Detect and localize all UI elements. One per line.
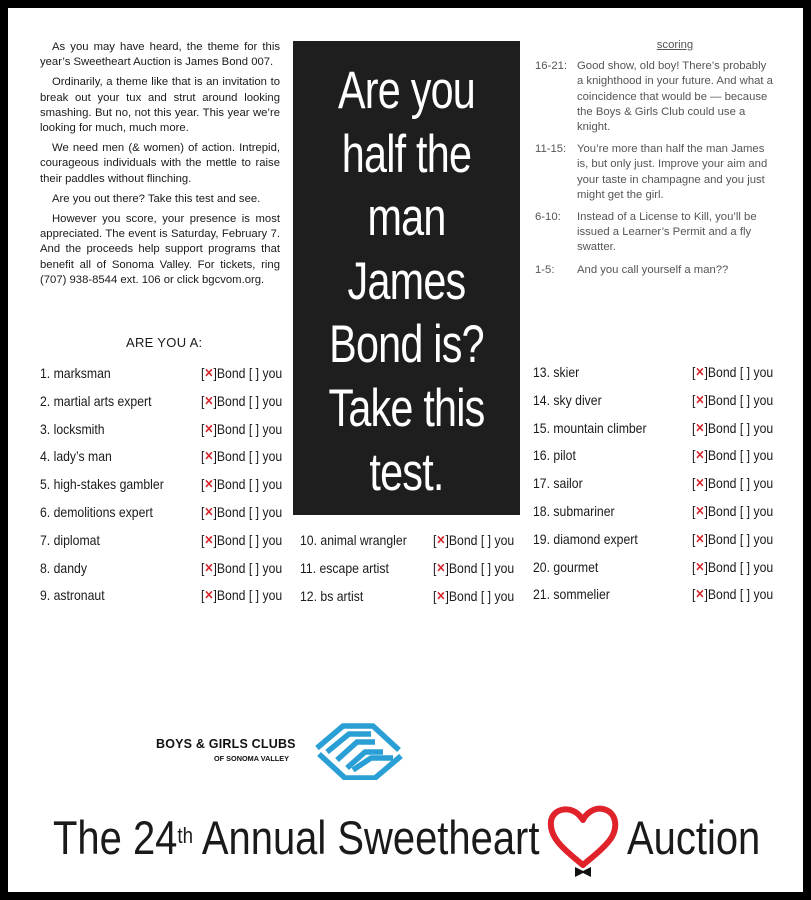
bond-option-label: Bond — [707, 420, 737, 436]
bracket-close: ] — [213, 366, 217, 381]
headline-line: James — [347, 251, 466, 311]
bond-option-label: Bond — [707, 531, 737, 547]
bond-option-label: Bond — [707, 365, 737, 380]
bond-checked-icon[interactable]: ✕ — [204, 588, 214, 603]
score-text: Good show, old boy! There’s probably a knighthood in your future. And what a coincidence that would be — because the Boys & Girls Club could use a knight. — [577, 60, 773, 134]
score-range: 6-10: — [535, 211, 561, 224]
score-text: And you call yourself a man?? — [577, 263, 729, 276]
bond-option-label: Bond — [707, 392, 737, 408]
quiz-item-label: 7. diplomat — [40, 532, 100, 548]
quiz-item — [40, 586, 282, 614]
quiz-answer — [692, 391, 773, 411]
bracket-open: [ — [691, 392, 696, 408]
quiz-item — [533, 585, 773, 613]
bond-option-label: Bond — [216, 393, 246, 409]
hands-logo-icon — [313, 720, 405, 780]
bracket-open: [ — [691, 420, 696, 436]
you-checkbox[interactable]: [ ] — [248, 366, 259, 381]
bond-checked-icon[interactable]: ✕ — [204, 504, 214, 519]
you-checkbox[interactable]: [ ] — [739, 420, 750, 436]
you-option-label: you — [494, 588, 514, 604]
you-checkbox[interactable]: [ ] — [248, 477, 259, 493]
footer-title — [53, 808, 793, 878]
quiz-item — [300, 587, 514, 615]
intro-text — [40, 40, 280, 293]
bond-option-label: Bond — [216, 449, 246, 465]
quiz-answer — [692, 585, 773, 605]
you-option-label: you — [262, 393, 282, 409]
bracket-close: ] — [213, 421, 217, 437]
quiz-item-label: 18. submariner — [533, 503, 615, 519]
headline-block — [293, 41, 520, 515]
you-option-label: you — [262, 449, 282, 465]
bracket-close: ] — [704, 587, 708, 603]
bond-checked-icon[interactable]: ✕ — [436, 588, 446, 603]
you-checkbox[interactable]: [ ] — [739, 559, 750, 575]
intro-paragraph: Are you out there? Take this test and see. — [52, 192, 261, 205]
bracket-close: ] — [213, 449, 217, 465]
quiz-item-label: 12. bs artist — [300, 588, 364, 604]
you-option-label: you — [494, 560, 514, 576]
bracket-close: ] — [704, 420, 708, 436]
you-checkbox[interactable]: [ ] — [248, 393, 259, 409]
bracket-open: [ — [691, 559, 696, 575]
quiz-answer — [433, 531, 514, 551]
bracket-close: ] — [213, 477, 217, 493]
bond-checked-icon[interactable]: ✕ — [695, 448, 705, 463]
you-option-label: you — [262, 560, 282, 576]
headline-line: man — [367, 188, 446, 248]
bracket-open: [ — [200, 532, 205, 548]
you-option-label: you — [753, 448, 773, 464]
bond-option-label: Bond — [707, 476, 737, 492]
quiz-answer — [201, 503, 282, 523]
quiz-item-label: 5. high-stakes gambler — [40, 477, 164, 493]
you-option-label: you — [753, 531, 773, 547]
intro-paragraph: Ordinarily, a theme like that is an invitation to break out your tux and strut around looking smashing. But no, not this year. This year we’re looking for much, much more. — [40, 76, 280, 135]
quiz-column-3 — [533, 363, 773, 613]
bond-option-label: Bond — [216, 421, 246, 437]
bracket-open: [ — [432, 588, 437, 604]
bracket-open: [ — [691, 476, 696, 492]
quiz-item — [533, 446, 773, 474]
you-checkbox[interactable]: [ ] — [248, 504, 259, 520]
bond-option-label: Bond — [448, 533, 478, 548]
quiz-item — [533, 391, 773, 419]
score-range: 16-21: — [535, 60, 568, 73]
quiz-answer — [433, 587, 514, 607]
bracket-open: [ — [200, 366, 205, 381]
you-option-label: you — [262, 504, 282, 520]
quiz-item — [300, 559, 514, 587]
footer-middle: Annual Sweetheart — [192, 811, 540, 864]
quiz-item-label: 3. locksmith — [40, 421, 105, 437]
intro-paragraph: We need men (& women) of action. Intrepid, courageous individuals with the mettle to raise their paddles without flinching. — [40, 142, 280, 185]
score-text: You’re more than half the man James is, but only just. Improve your aim and your taste in champagne and you just might get the girl. — [577, 143, 768, 201]
score-text: Instead of a License to Kill, you’ll be issued a Learner’s Permit and a fly swatter. — [577, 211, 757, 254]
you-checkbox[interactable]: [ ] — [248, 421, 259, 437]
intro-paragraph: However you score, your presence is most appreciated. The event is Saturday, February 7. And the proceeds help support programs that benefit all of Sonoma Valley. For tickets, ring (707) 938-8544 ext. 106 or click bgcvom.org. — [40, 213, 280, 286]
you-option-label: you — [753, 420, 773, 436]
score-row — [535, 142, 775, 203]
quiz-column-1 — [40, 364, 282, 614]
headline-line: Are you — [337, 61, 476, 120]
quiz-item-label: 19. diamond expert — [533, 531, 638, 547]
bond-checked-icon[interactable]: ✕ — [695, 365, 705, 379]
quiz-item — [533, 502, 773, 530]
bond-checked-icon[interactable]: ✕ — [204, 421, 214, 436]
you-checkbox[interactable]: [ ] — [480, 560, 491, 576]
bracket-close: ] — [704, 365, 708, 380]
quiz-item-label: 21. sommelier — [533, 587, 610, 603]
you-option-label: you — [753, 392, 773, 408]
page — [8, 8, 803, 892]
bracket-open: [ — [691, 448, 696, 464]
footer-suffix: Auction — [627, 811, 761, 864]
bond-option-label: Bond — [707, 503, 737, 519]
quiz-answer — [201, 447, 282, 467]
you-checkbox[interactable]: [ ] — [248, 449, 259, 465]
quiz-item-label: 17. sailor — [533, 476, 583, 492]
score-range: 1-5: — [535, 263, 555, 276]
bond-option-label: Bond — [707, 587, 737, 603]
quiz-answer — [692, 530, 773, 550]
score-range: 11-15: — [535, 143, 567, 156]
quiz-answer — [692, 419, 773, 439]
quiz-item-label: 11. escape artist — [300, 560, 389, 576]
bracket-close: ] — [213, 393, 217, 409]
bond-option-label: Bond — [448, 560, 478, 576]
bracket-close: ] — [445, 560, 449, 576]
you-checkbox[interactable]: [ ] — [480, 533, 491, 548]
footer-title-text — [53, 808, 539, 868]
bond-checked-icon[interactable]: ✕ — [695, 587, 705, 602]
bracket-open: [ — [691, 531, 696, 547]
bracket-open: [ — [200, 477, 205, 493]
bracket-close: ] — [704, 559, 708, 575]
bond-checked-icon[interactable]: ✕ — [436, 533, 446, 547]
bracket-open: [ — [200, 588, 205, 604]
you-option-label: you — [753, 559, 773, 575]
quiz-answer — [692, 474, 773, 494]
heart-bowtie-icon — [543, 803, 623, 878]
you-checkbox[interactable]: [ ] — [480, 588, 491, 604]
bond-option-label: Bond — [216, 532, 246, 548]
quiz-item — [40, 559, 282, 587]
score-row — [535, 59, 775, 135]
bond-checked-icon[interactable]: ✕ — [204, 449, 214, 464]
quiz-column-2 — [300, 531, 514, 614]
bracket-close: ] — [213, 560, 217, 576]
bond-checked-icon[interactable]: ✕ — [695, 392, 705, 407]
bracket-close: ] — [445, 533, 449, 548]
bracket-open: [ — [432, 533, 437, 548]
you-option-label: you — [262, 366, 282, 381]
bond-checked-icon[interactable]: ✕ — [695, 531, 705, 546]
quiz-item-label: 10. animal wrangler — [300, 533, 407, 548]
bracket-open: [ — [691, 587, 696, 603]
quiz-item-label: 4. lady’s man — [40, 449, 112, 465]
quiz-answer — [201, 364, 282, 384]
quiz-answer — [201, 392, 282, 412]
quiz-item-label: 2. martial arts expert — [40, 393, 152, 409]
score-row — [535, 263, 775, 278]
you-option-label: you — [753, 503, 773, 519]
bracket-close: ] — [704, 392, 708, 408]
boys-girls-clubs-logo — [156, 722, 406, 782]
headline-line: half the — [341, 124, 472, 184]
bracket-close: ] — [704, 531, 708, 547]
quiz-answer — [201, 586, 282, 606]
you-checkbox[interactable]: [ ] — [248, 532, 259, 548]
headline-line: Take this — [328, 378, 485, 438]
bond-option-label: Bond — [216, 504, 246, 520]
bracket-open: [ — [200, 421, 205, 437]
you-option-label: you — [262, 588, 282, 604]
scoring-title: scoring — [656, 39, 694, 51]
bond-option-label: Bond — [707, 559, 737, 575]
bond-checked-icon[interactable]: ✕ — [204, 560, 214, 575]
bracket-close: ] — [213, 588, 217, 604]
quiz-item-label: 16. pilot — [533, 448, 576, 464]
quiz-item — [40, 392, 282, 420]
logo-subtitle: OF SONOMA VALLEY — [214, 754, 289, 763]
bond-checked-icon[interactable]: ✕ — [204, 532, 214, 547]
quiz-item-label: 20. gourmet — [533, 559, 599, 575]
footer-superscript: th — [177, 823, 193, 848]
bracket-close: ] — [704, 503, 708, 519]
you-checkbox[interactable]: [ ] — [739, 531, 750, 547]
quiz-item — [40, 531, 282, 559]
quiz-answer — [201, 475, 282, 495]
bracket-open: [ — [691, 503, 696, 519]
quiz-item — [533, 530, 773, 558]
quiz-answer — [692, 363, 773, 383]
bracket-open: [ — [200, 504, 205, 520]
you-option-label: you — [753, 476, 773, 492]
bond-option-label: Bond — [216, 477, 246, 493]
you-checkbox[interactable]: [ ] — [739, 448, 750, 464]
bracket-open: [ — [200, 449, 205, 465]
quiz-item-label: 14. sky diver — [533, 392, 602, 408]
footer-prefix: The 24 — [53, 811, 178, 864]
you-option-label: you — [262, 477, 282, 493]
scoring-section — [535, 38, 775, 285]
bond-checked-icon[interactable]: ✕ — [204, 366, 214, 380]
quiz-item — [533, 558, 773, 586]
bond-checked-icon[interactable]: ✕ — [204, 477, 214, 492]
quiz-item — [40, 447, 282, 475]
quiz-item — [40, 475, 282, 503]
quiz-answer — [692, 502, 773, 522]
headline-line: test. — [369, 442, 444, 502]
quiz-item — [533, 474, 773, 502]
you-checkbox[interactable]: [ ] — [739, 365, 750, 380]
logo-name: BOYS & GIRLS CLUBS — [156, 737, 296, 751]
score-row — [535, 210, 775, 256]
you-checkbox[interactable]: [ ] — [739, 392, 750, 408]
quiz-item-label: 15. mountain climber — [533, 420, 647, 436]
you-checkbox[interactable]: [ ] — [739, 476, 750, 492]
quiz-answer — [201, 420, 282, 440]
bond-option-label: Bond — [707, 448, 737, 464]
quiz-answer — [433, 559, 514, 579]
you-option-label: you — [753, 587, 773, 603]
quiz-item-label: 6. demolitions expert — [40, 504, 153, 520]
quiz-item — [300, 531, 514, 559]
you-option-label: you — [494, 533, 514, 548]
bond-option-label: Bond — [216, 588, 246, 604]
headline-text — [318, 59, 495, 504]
quiz-heading: ARE YOU A: — [126, 335, 203, 350]
quiz-answer — [201, 559, 282, 579]
quiz-answer — [201, 531, 282, 551]
quiz-item — [40, 364, 282, 392]
you-checkbox[interactable]: [ ] — [248, 560, 259, 576]
you-checkbox[interactable]: [ ] — [739, 587, 750, 603]
bracket-open: [ — [200, 560, 205, 576]
quiz-answer — [692, 446, 773, 466]
quiz-answer — [692, 558, 773, 578]
bond-option-label: Bond — [216, 366, 246, 381]
bracket-open: [ — [691, 365, 696, 380]
bracket-open: [ — [432, 560, 437, 576]
you-option-label: you — [262, 532, 282, 548]
bond-checked-icon[interactable]: ✕ — [695, 420, 705, 435]
bracket-close: ] — [704, 448, 708, 464]
you-checkbox[interactable]: [ ] — [739, 503, 750, 519]
quiz-item-label: 8. dandy — [40, 560, 87, 576]
quiz-item-label: 9. astronaut — [40, 588, 105, 604]
bracket-close: ] — [213, 532, 217, 548]
quiz-item-label: 13. skier — [533, 365, 580, 380]
you-checkbox[interactable]: [ ] — [248, 588, 259, 604]
bond-checked-icon[interactable]: ✕ — [695, 476, 705, 491]
bond-checked-icon[interactable]: ✕ — [436, 560, 446, 575]
bracket-close: ] — [704, 476, 708, 492]
bond-option-label: Bond — [216, 560, 246, 576]
quiz-item — [40, 503, 282, 531]
bracket-open: [ — [200, 393, 205, 409]
bond-checked-icon[interactable]: ✕ — [695, 559, 705, 574]
bracket-close: ] — [445, 588, 449, 604]
bracket-close: ] — [213, 504, 217, 520]
headline-line: Bond is? — [329, 315, 484, 375]
bond-option-label: Bond — [448, 588, 478, 604]
quiz-item — [40, 420, 282, 448]
bond-checked-icon[interactable]: ✕ — [695, 503, 705, 518]
you-option-label: you — [262, 421, 282, 437]
you-option-label: you — [753, 365, 773, 380]
quiz-item — [533, 363, 773, 391]
quiz-item-label: 1. marksman — [40, 366, 111, 381]
quiz-item — [533, 419, 773, 447]
bond-checked-icon[interactable]: ✕ — [204, 393, 214, 408]
intro-paragraph: As you may have heard, the theme for this year’s Sweetheart Auction is James Bond 007. — [40, 41, 280, 69]
